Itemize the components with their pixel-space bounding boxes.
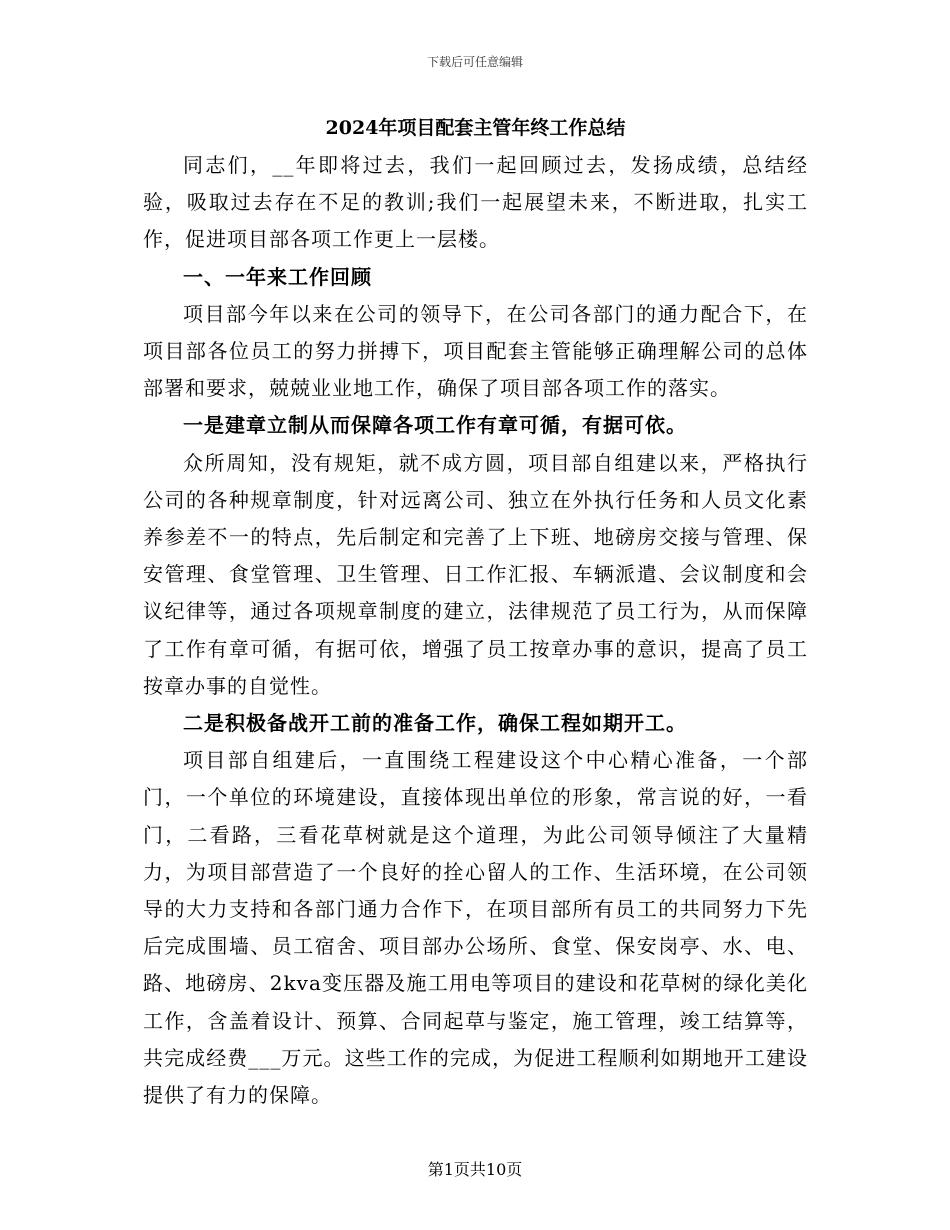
page-footer: 第1页共10页 bbox=[427, 1160, 523, 1179]
paragraph-intro: 同志们，__年即将过去，我们一起回顾过去，发扬成绩，总结经验，吸取过去存在不足的教训;我们一起展望未来，不断进取，扎实工作，促进项目部各项工作更上一层楼。 bbox=[143, 153, 808, 252]
document-body bbox=[143, 110, 808, 1114]
paragraph-review: 项目部今年以来在公司的领导下，在公司各部门的通力配合下，在项目部各位员工的努力拼搏下，项目配套主管能够正确理解公司的总体部署和要求，兢兢业业地工作，确保了项目部各项工作的落实。 bbox=[143, 301, 808, 401]
section-heading-review: 一、一年来工作回顾 bbox=[183, 264, 372, 289]
document-title: 2024年项目配套主管年终工作总结 bbox=[325, 117, 626, 139]
subheading-rules: 一是建章立制从而保障各项工作有章可循，有据可依。 bbox=[183, 413, 687, 438]
paragraph-rules: 众所周知，没有规矩，就不成方圆，项目部自组建以来，严格执行公司的各种规章制度，针对远离公司、独立在外执行任务和人员文化素养参差不一的特点，先后制定和完善了上下班、地磅房交接与管理、保安管理、食堂管理、卫生管理、日工作汇报、车辆派遣、会议制度和会议纪律等，通过各项规章制度的建立，法律规范了员工行为，从而保障了工作有章可循，有据可依，增强了员工按章办事的意识，提高了员工按章办事的自觉性。 bbox=[143, 450, 808, 698]
subheading-preparation: 二是积极备战开工前的准备工作，确保工程如期开工。 bbox=[183, 711, 687, 736]
header-note: 下载后可任意编辑 bbox=[426, 55, 523, 69]
paragraph-preparation: 项目部自组建后，一直围绕工程建设这个中心精心准备，一个部门，一个单位的环境建设，直接体现出单位的形象，常言说的好，一看门，二看路，三看花草树就是这个道理，为此公司领导倾注了大量精力，为项目部营造了一个良好的拴心留人的工作、生活环境，在公司领导的大力支持和各部门通力合作下，在项目部所有员工的共同努力下先后完成围墙、员工宿舍、项目部办公场所、食堂、保安岗亭、水、电、路、地磅房、2kva变压器及施工用电等项目的建设和花草树的绿化美化工作，含盖着设计、预算、合同起草与鉴定，施工管理，竣工结算等，共完成经费___万元。这些工作的完成，为促进工程顺利如期地开工建设提供了有力的保障。 bbox=[143, 748, 808, 1108]
